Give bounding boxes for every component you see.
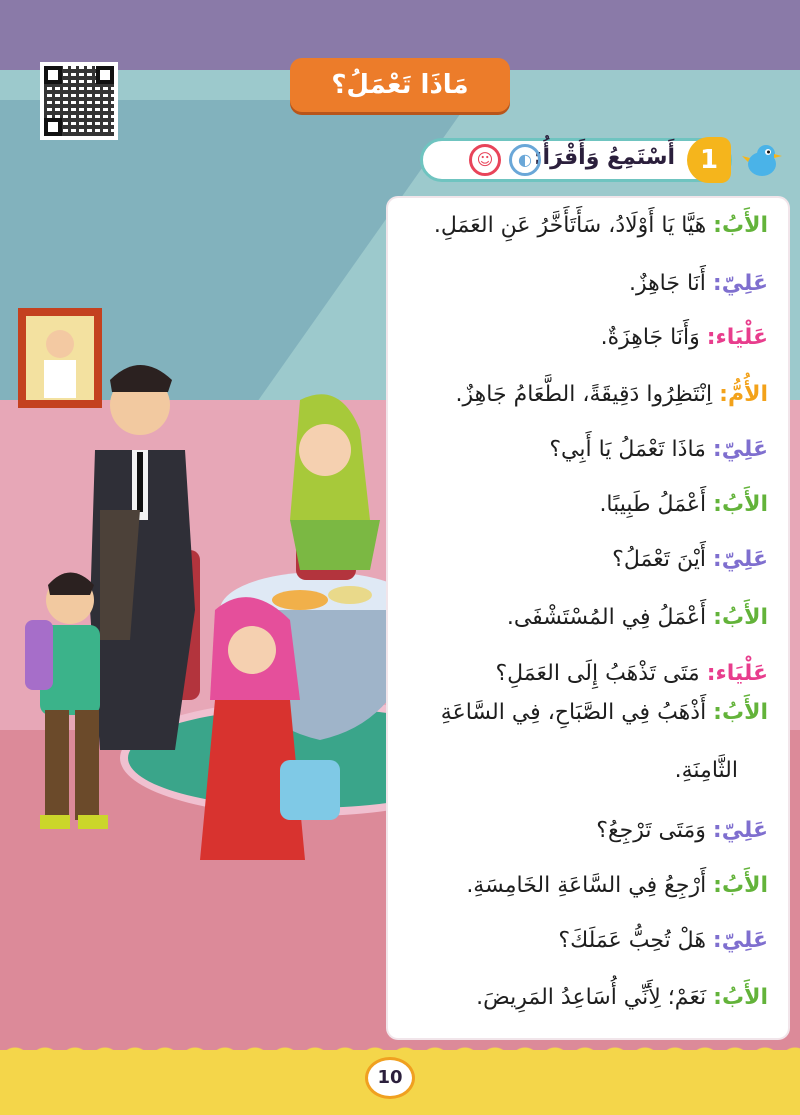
dialogue-line	[495, 661, 768, 686]
dialogue-line	[456, 382, 768, 407]
qr-finder	[96, 66, 114, 84]
speaker-label: الأَبُ:	[713, 605, 768, 630]
section-header	[420, 138, 732, 182]
dialogue-text: اِنْتَظِرُوا دَقِيقَةً، الطَّعَامُ جَاهِزٌ.	[455, 382, 720, 407]
mother-figure	[290, 394, 380, 570]
dialogue-text: مَاذَا تَعْمَلُ يَا أَبِي؟	[549, 437, 713, 462]
lesson-title: مَاذَا تَعْمَلُ؟	[290, 58, 510, 112]
speaker-label: عَلِيّ:	[712, 437, 768, 462]
dialogue-text: وَمَتَى تَرْجِعُ؟	[596, 818, 713, 843]
speaker-label: الأَبُ:	[713, 213, 768, 238]
dialogue-text: هَيَّا يَا أَوْلَادُ، سَأَتَأَخَّرُ عَنِ العَمَلِ.	[433, 213, 714, 238]
father-figure	[90, 365, 195, 750]
speaker-label: عَلِيّ:	[712, 547, 768, 572]
qr-finder	[44, 66, 62, 84]
section-label: أَسْتَمِعُ وَأَقْرَأُ:	[533, 145, 675, 170]
dialogue-line	[675, 758, 738, 783]
dialogue-line	[612, 547, 768, 572]
doctor-portrait	[18, 308, 102, 408]
speaker-label: الأَبُ:	[713, 873, 768, 898]
qr-finder	[44, 118, 62, 136]
dialogue-text: هَلْ تُحِبُّ عَمَلَكَ؟	[558, 928, 713, 953]
speaker-label: عَلْيَاء:	[706, 325, 768, 350]
dialogue-text: أَعْمَلُ فِي المُسْتَشْفَى.	[506, 605, 714, 630]
speaker-label: الأَبُ:	[713, 492, 768, 517]
speaker-label: الأَبُ:	[713, 700, 768, 725]
speaker-label: عَلْيَاء:	[706, 661, 768, 686]
page-number: 10	[365, 1057, 415, 1099]
speaker-label: عَلِيّ:	[712, 818, 768, 843]
section-number: 1	[687, 137, 731, 183]
speaker-label: عَلِيّ:	[712, 271, 768, 296]
dialogue-card	[388, 198, 788, 1038]
dialogue-line	[629, 271, 768, 296]
dialogue-text: أَعْمَلُ طَبِيبًا.	[599, 492, 714, 517]
dialogue-line	[549, 437, 768, 462]
dialogue-line	[599, 492, 768, 517]
dialogue-line	[441, 700, 768, 725]
reading-icon: ☺	[469, 144, 501, 176]
dialogue-text: الثَّامِنَةِ.	[674, 758, 738, 783]
family-illustration	[0, 280, 400, 880]
dialogue-line	[466, 873, 768, 898]
dialogue-line	[558, 928, 768, 953]
dialogue-text: وَأَنَا جَاهِزَةٌ.	[600, 325, 707, 350]
qr-code[interactable]	[40, 62, 118, 140]
speaker-label: الأُمُّ:	[719, 382, 768, 407]
dialogue-text: أَيْنَ تَعْمَلُ؟	[612, 547, 713, 572]
speaker-label: عَلِيّ:	[712, 928, 768, 953]
dialogue-line	[507, 605, 768, 630]
dialogue-line	[434, 213, 768, 238]
dialogue-text: نَعَمْ؛ لِأَنِّي أُسَاعِدُ المَرِيضَ.	[476, 985, 714, 1010]
dialogue-text: أَرْجِعُ فِي السَّاعَةِ الخَامِسَةِ.	[466, 873, 714, 898]
dialogue-text: أَذْهَبُ فِي الصَّبَاحِ، فِي السَّاعَةِ	[440, 700, 714, 725]
dialogue-line	[601, 325, 768, 350]
bird-mascot-icon	[740, 138, 784, 182]
ear-icon: ◐	[509, 144, 541, 176]
dialogue-line	[476, 985, 768, 1010]
dialogue-text: مَتَى تَذْهَبُ إِلَى العَمَلِ؟	[495, 661, 707, 686]
dialogue-line	[596, 818, 768, 843]
dialogue-text: أَنَا جَاهِزٌ.	[628, 271, 713, 296]
speaker-label: الأَبُ:	[713, 985, 768, 1010]
